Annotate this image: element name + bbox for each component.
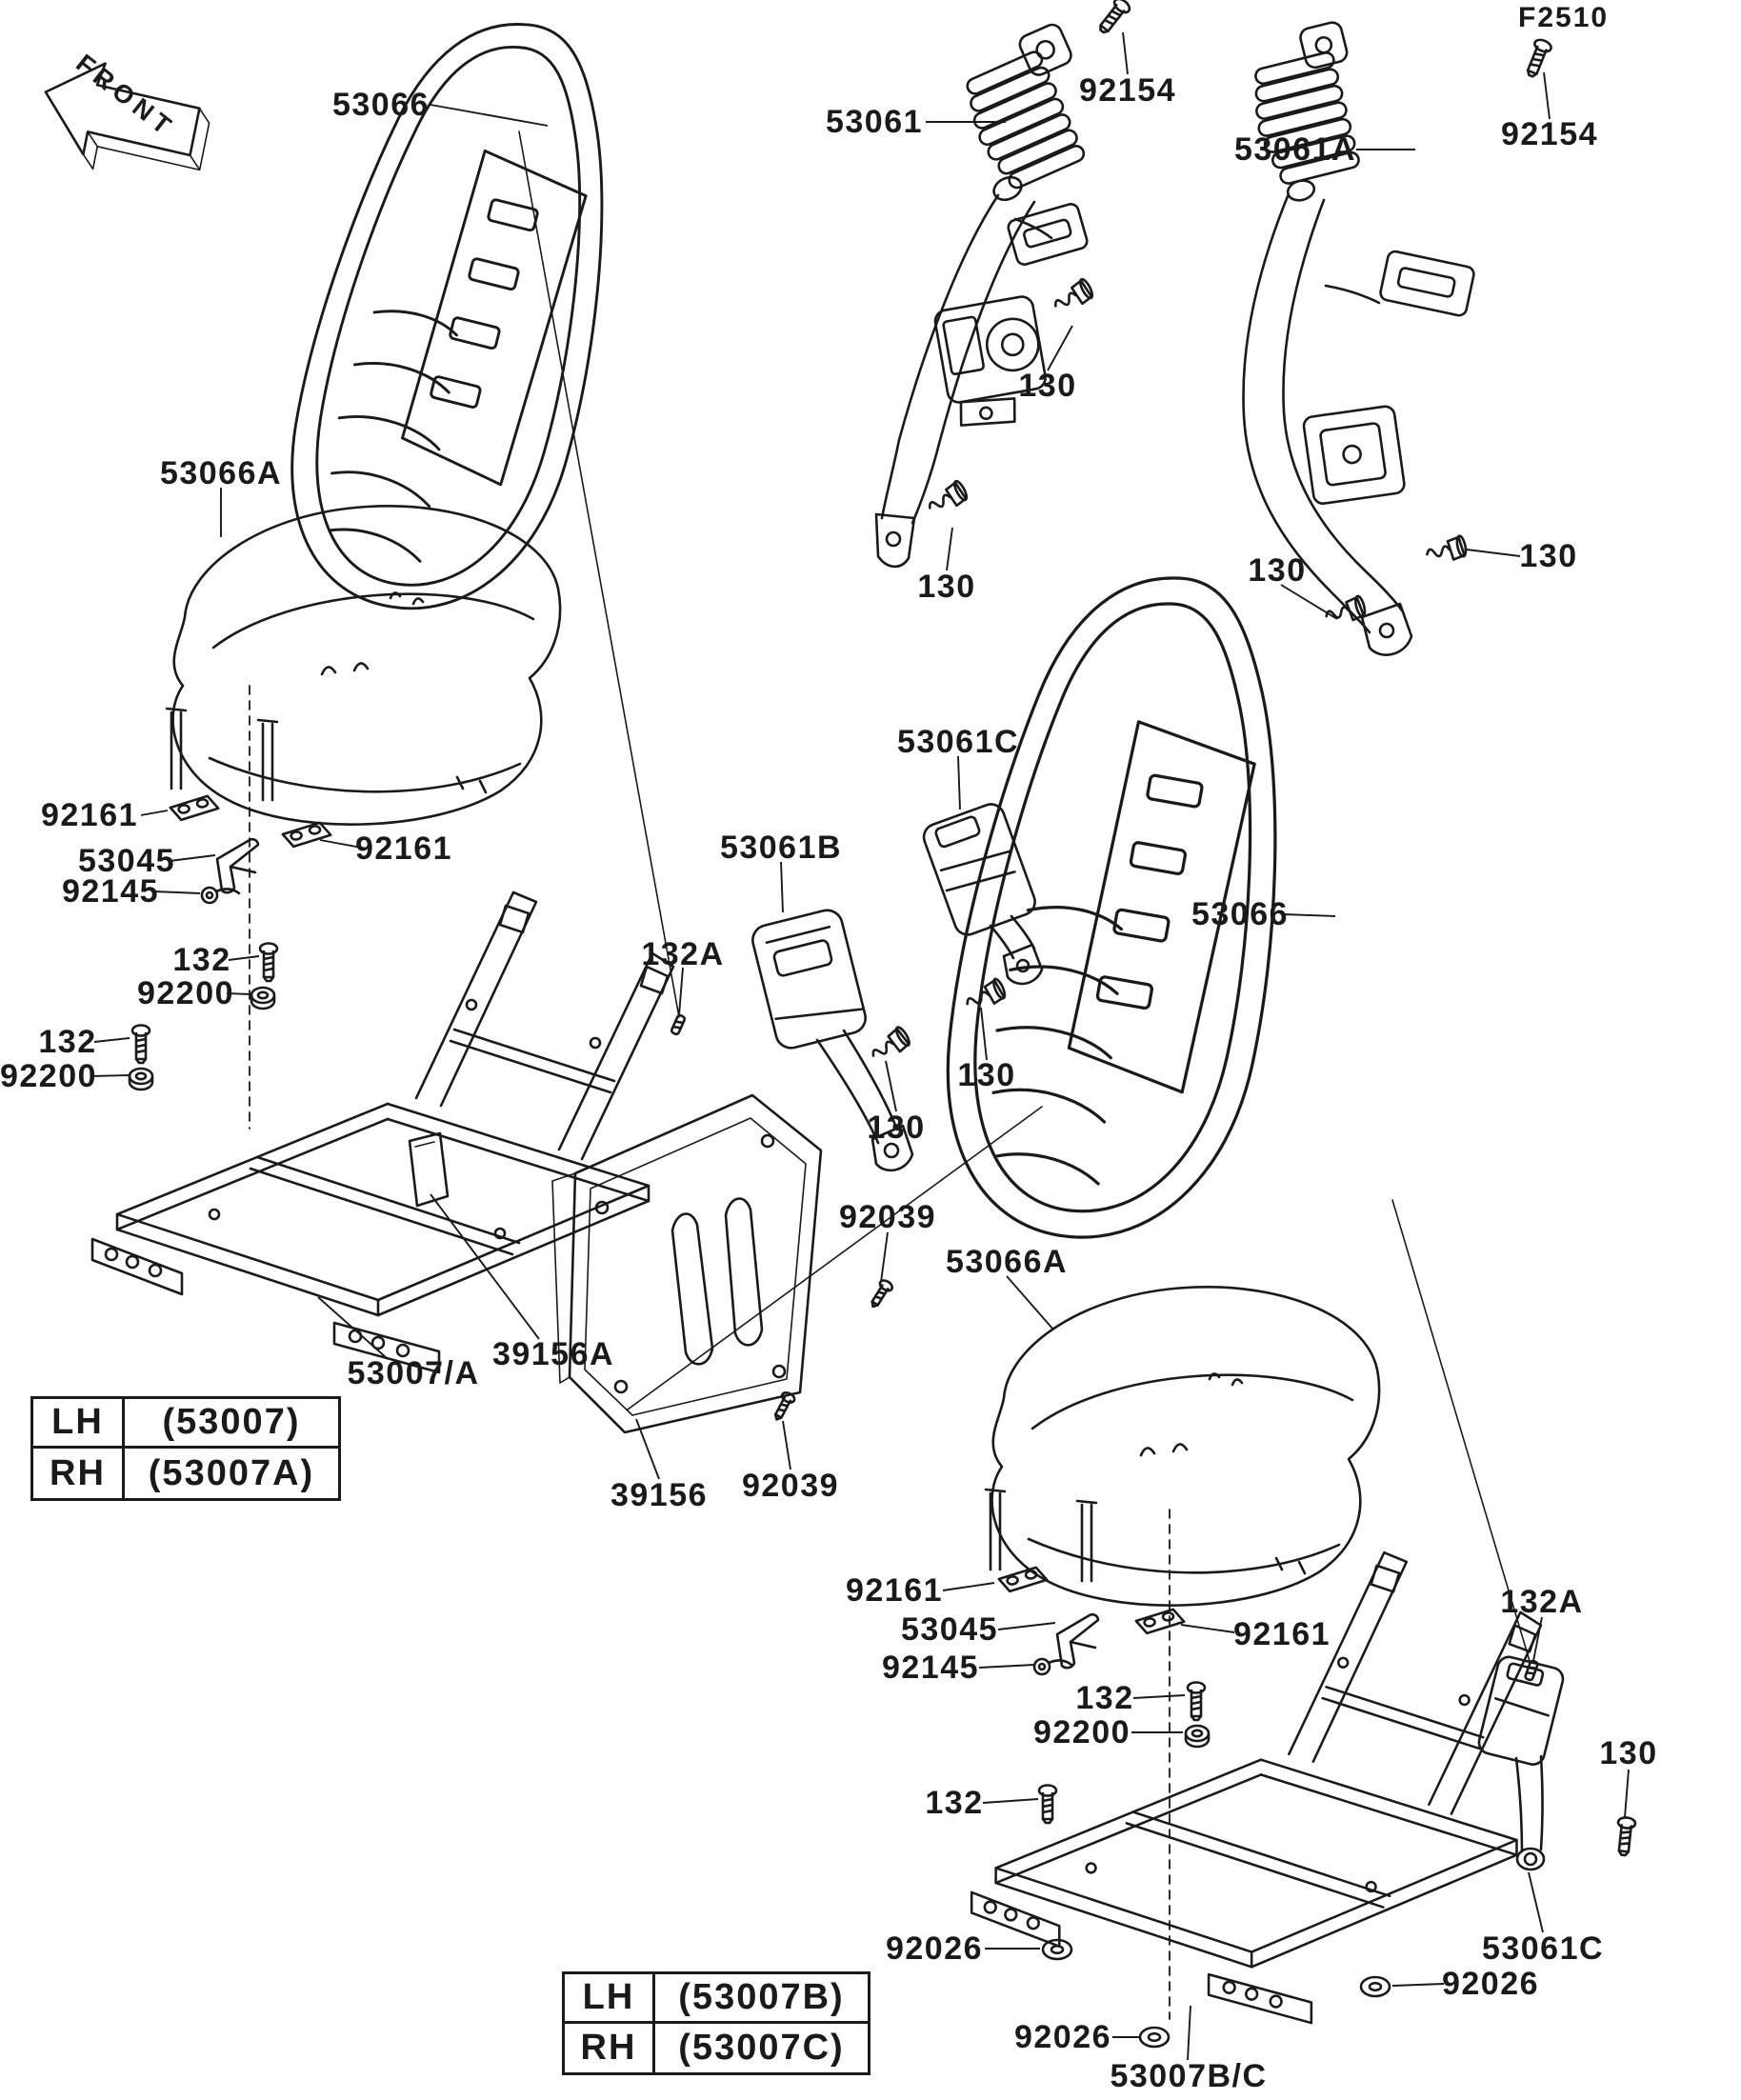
table-cell: (53007B) bbox=[655, 1974, 868, 2024]
bracket-92161-br bbox=[1135, 1609, 1185, 1634]
part-label-92026-3: 92026 bbox=[1441, 1966, 1540, 2002]
part-label-130-belt-r2: 130 bbox=[1519, 538, 1578, 574]
part-label-53045-b: 53045 bbox=[900, 1611, 999, 1648]
leader-130-br bbox=[1625, 1770, 1629, 1817]
leader-92161-ul bbox=[141, 810, 168, 815]
part-label-39156: 39156 bbox=[610, 1477, 709, 1513]
hardware bbox=[130, 0, 1636, 2047]
nut-92200-u2 bbox=[130, 1069, 152, 1090]
bracket-92161-ur bbox=[282, 822, 331, 848]
bolt-92154-right bbox=[1523, 38, 1552, 79]
table-cell: (53007A) bbox=[148, 1452, 315, 1493]
seat-back-left bbox=[256, 0, 667, 640]
table-cell: LH bbox=[33, 1399, 125, 1449]
table-cell: LH bbox=[565, 1974, 655, 2024]
table-cell: (53007C) bbox=[678, 2027, 845, 2068]
leader-92039-l bbox=[783, 1421, 790, 1470]
part-label-92200-b: 92200 bbox=[1032, 1714, 1131, 1750]
bolt-130-anchor-left bbox=[925, 480, 970, 518]
leader-92161-bl bbox=[943, 1583, 994, 1590]
seat-cushion-left bbox=[167, 506, 560, 824]
leader-92154-left bbox=[1123, 32, 1128, 74]
bolt-130-belt-right-2 bbox=[1425, 535, 1468, 565]
part-label-92161-br: 92161 bbox=[1232, 1616, 1331, 1652]
leader-132-u1 bbox=[229, 956, 259, 960]
page-code: F2510 bbox=[1518, 2, 1610, 33]
leader-130-53061b bbox=[886, 1061, 896, 1111]
part-label-130-53061c: 130 bbox=[957, 1057, 1016, 1093]
part-label-92200-u1: 92200 bbox=[136, 975, 235, 1011]
part-label-92161-bl: 92161 bbox=[845, 1572, 944, 1609]
part-label-53061: 53061 bbox=[825, 104, 924, 140]
hook-92145-u bbox=[202, 888, 239, 903]
bolt-92154-left bbox=[1095, 0, 1132, 36]
front-label: FRONT bbox=[70, 49, 181, 144]
front-arrow bbox=[29, 50, 220, 197]
bolt-132-u2 bbox=[132, 1026, 150, 1064]
leader-92145-up bbox=[153, 891, 200, 893]
bolt-130-bottom-right bbox=[1614, 1817, 1635, 1856]
leader-130-belt-r2 bbox=[1467, 550, 1520, 556]
part-label-53061b: 53061B bbox=[719, 830, 843, 866]
leader-53045-up bbox=[170, 855, 215, 861]
part-label-132a-b: 132A bbox=[1500, 1584, 1584, 1620]
latch-53045-u bbox=[217, 839, 258, 892]
leader-130-retractor bbox=[1048, 326, 1072, 370]
part-label-53007a: 53007/A bbox=[347, 1355, 480, 1391]
washer-92026-2 bbox=[1140, 2028, 1169, 2047]
bracket-92161-ul bbox=[170, 795, 219, 821]
bolt-130-retractor bbox=[1051, 278, 1095, 316]
part-label-130-br: 130 bbox=[1599, 1735, 1658, 1771]
part-label-130-retractor: 130 bbox=[1018, 368, 1077, 404]
washer-92026-1 bbox=[1043, 1940, 1071, 1959]
part-label-132-b2: 132 bbox=[925, 1785, 984, 1821]
table-cell: RH bbox=[565, 2024, 655, 2073]
part-label-132-u2: 132 bbox=[38, 1024, 97, 1060]
leader-53066-right bbox=[1283, 914, 1335, 916]
part-label-130-anchor-l: 130 bbox=[917, 569, 976, 605]
pin-132a-mid bbox=[670, 1014, 685, 1035]
part-label-53061a: 53061A bbox=[1233, 131, 1357, 168]
leader-53061b bbox=[781, 862, 783, 912]
part-label-39156a: 39156A bbox=[491, 1336, 615, 1372]
part-label-92039-l: 92039 bbox=[741, 1468, 840, 1504]
leader-53061c-mid bbox=[958, 756, 960, 810]
leader-132-b2 bbox=[983, 1799, 1038, 1803]
leader-39156a bbox=[430, 1194, 539, 1339]
part-label-92039-u: 92039 bbox=[838, 1199, 937, 1235]
part-label-92145-b: 92145 bbox=[881, 1650, 980, 1686]
part-label-53066a-left: 53066A bbox=[159, 455, 283, 491]
nut-92200-u1 bbox=[251, 988, 274, 1009]
buckle-53061c-bottom bbox=[1476, 1654, 1565, 1870]
part-label-53066a-right: 53066A bbox=[945, 1244, 1069, 1280]
bolt-132-b2 bbox=[1039, 1786, 1056, 1824]
variant-table-left-frame bbox=[30, 1396, 341, 1501]
part-label-132-u1: 132 bbox=[172, 942, 231, 978]
part-label-92154-left: 92154 bbox=[1078, 72, 1177, 109]
part-label-92161-ur: 92161 bbox=[354, 830, 453, 867]
table-cell: (53007) bbox=[125, 1399, 338, 1449]
leader-53045-b bbox=[998, 1623, 1055, 1630]
part-label-53061c-mid: 53061C bbox=[896, 724, 1020, 760]
variant-table-right-frame bbox=[562, 1971, 870, 2075]
leader-92154-right bbox=[1544, 72, 1550, 119]
part-label-92161-ul: 92161 bbox=[40, 797, 139, 833]
part-label-53066-right: 53066 bbox=[1191, 896, 1290, 932]
bolt-132-u1 bbox=[260, 944, 277, 982]
part-label-130-belt-r1: 130 bbox=[1248, 552, 1307, 589]
leader-92145-b bbox=[979, 1665, 1034, 1668]
leader-130-anchor-l bbox=[947, 528, 952, 570]
leader-92026-3 bbox=[1392, 1984, 1444, 1986]
part-label-53007bc: 53007B/C bbox=[1110, 2058, 1268, 2094]
part-label-92154-right: 92154 bbox=[1500, 116, 1599, 152]
bolt-130-53061c bbox=[963, 977, 1008, 1013]
leader-53061c-b bbox=[1529, 1872, 1543, 1932]
part-label-92026-2: 92026 bbox=[1013, 2019, 1112, 2055]
part-label-92200-u2: 92200 bbox=[0, 1058, 98, 1094]
part-label-92026-1: 92026 bbox=[885, 1930, 984, 1967]
part-label-53061c-b: 53061C bbox=[1481, 1930, 1605, 1967]
panel-39156 bbox=[552, 1095, 821, 1432]
leader-92161-br bbox=[1181, 1625, 1234, 1632]
buckle-53061c-middle bbox=[920, 801, 1042, 984]
part-label-53045-up: 53045 bbox=[77, 843, 176, 879]
part-label-132-b1: 132 bbox=[1075, 1680, 1134, 1716]
leader-130-53061c bbox=[981, 1008, 987, 1060]
part-label-130-53061b: 130 bbox=[867, 1110, 926, 1146]
nut-92200-b bbox=[1186, 1726, 1209, 1747]
leader-132-b1 bbox=[1133, 1695, 1185, 1698]
leader-132-u2 bbox=[94, 1038, 130, 1042]
table-cell: RH bbox=[33, 1449, 125, 1498]
pad-39156a bbox=[410, 1133, 448, 1206]
leader-92039-u bbox=[881, 1232, 888, 1282]
screw-92039-u bbox=[868, 1278, 894, 1310]
part-labels-layer bbox=[0, 32, 1658, 2094]
leader-132a-mid bbox=[679, 968, 683, 1015]
seat-cushion-right bbox=[986, 1287, 1379, 1605]
bracket-92161-bl bbox=[998, 1567, 1048, 1592]
leader-53007bc bbox=[1188, 2006, 1191, 2060]
part-label-132a-mid: 132A bbox=[641, 936, 725, 972]
bolt-132-b1 bbox=[1188, 1683, 1205, 1721]
leader-53066a-right bbox=[1007, 1276, 1053, 1330]
part-label-92145-up: 92145 bbox=[61, 873, 160, 910]
washer-92026-3 bbox=[1361, 1977, 1390, 1996]
leader-53066-left bbox=[430, 105, 548, 126]
part-label-53066-left: 53066 bbox=[331, 87, 430, 123]
bolt-130-53061b bbox=[868, 1026, 912, 1065]
